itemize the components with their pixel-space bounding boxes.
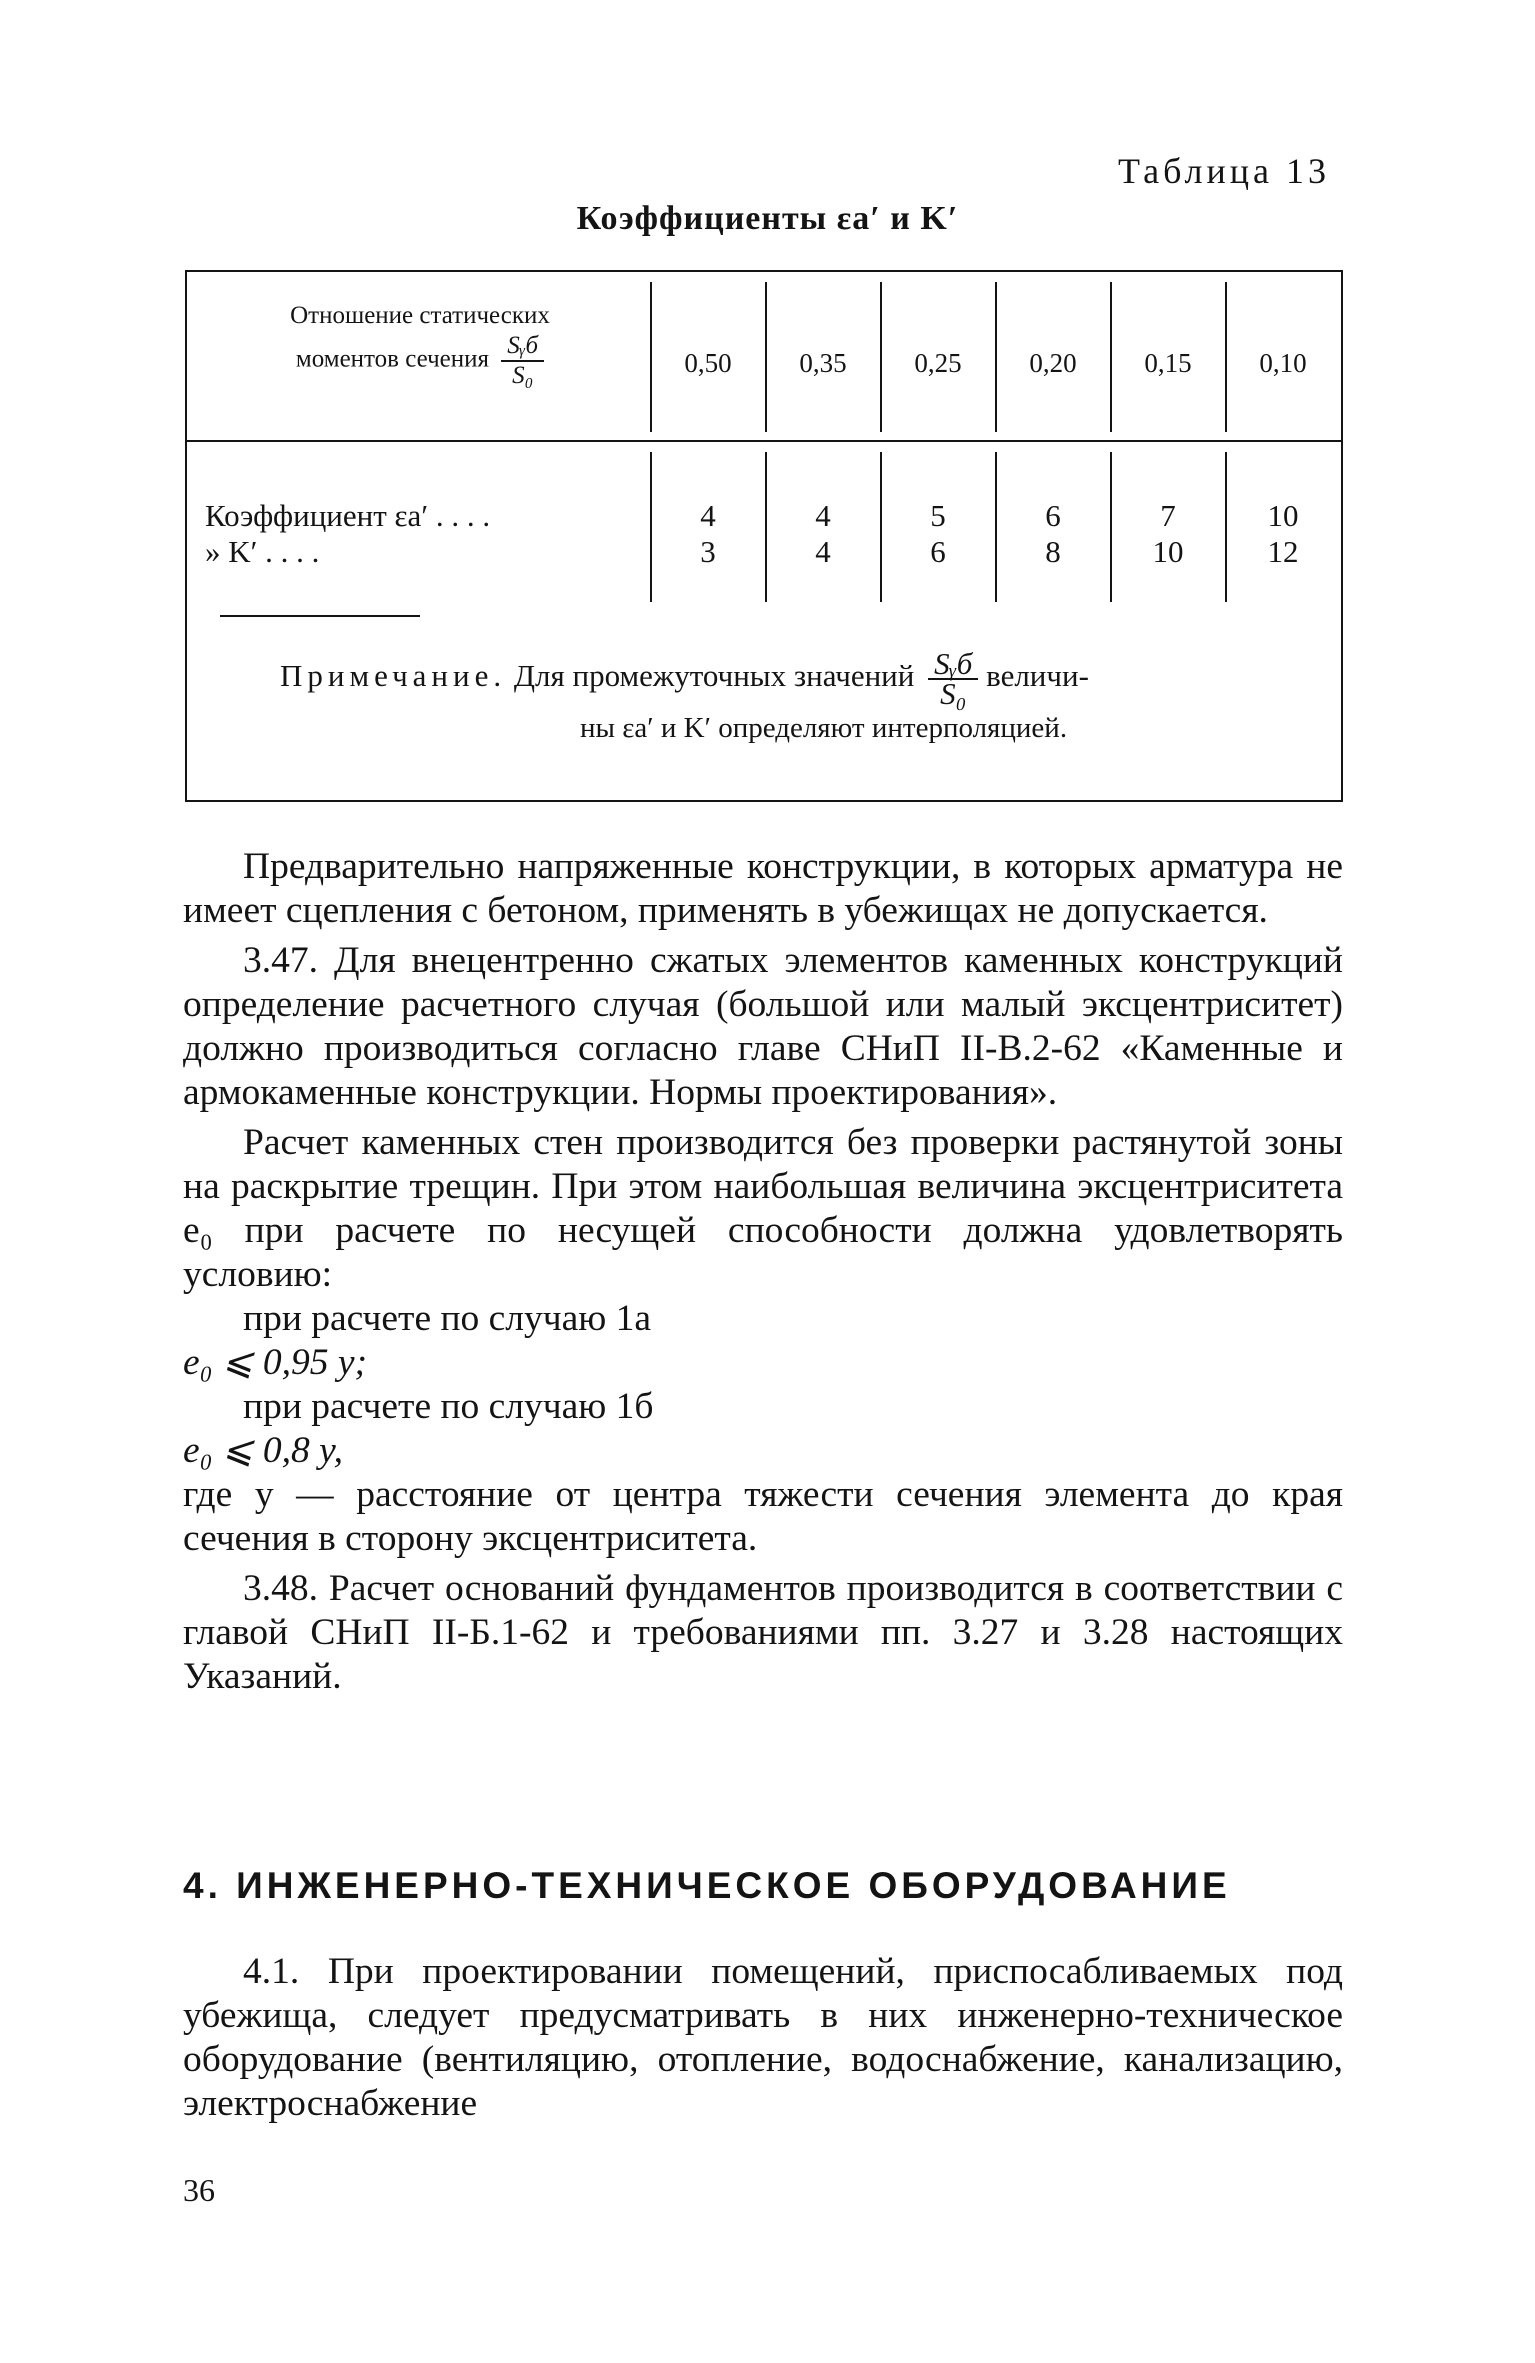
note-suffix: величи- bbox=[986, 658, 1089, 694]
cell-k-3: 6 bbox=[930, 534, 946, 569]
row-label-k: » K′ . . . . bbox=[205, 534, 320, 569]
table-top-rule bbox=[185, 270, 1343, 272]
header-line1: Отношение статических bbox=[290, 302, 550, 329]
header-line2: моментов сечения bbox=[295, 345, 489, 373]
col-header-3: 0,25 bbox=[914, 348, 962, 378]
paragraph-masonry-walls: Расчет каменных стен производится без проверки растянутой зоны на раскрытие трещин. При этом наибольшая величина эксцентриситета e₀ при расчете по несущей способности должна удовлетворять условию: bbox=[183, 1122, 1343, 1295]
table-note bbox=[280, 646, 1330, 745]
col-header-2: 0,35 bbox=[799, 348, 847, 378]
header-ratio-label bbox=[205, 300, 635, 390]
paragraph-4-1: 4.1. При проектировании помещений, приспосабливаемых под убежища, следует предусматривать в них инженерно-техническое оборудование (вентиляцию, отопление, водоснабжение, канализацию, электроснабжение bbox=[183, 1951, 1343, 2124]
cell-ea-2: 4 bbox=[815, 498, 831, 533]
header-frac-num: Sᵧб bbox=[501, 332, 544, 362]
table-bottom-rule bbox=[185, 800, 1343, 802]
col-header-6: 0,10 bbox=[1259, 348, 1307, 378]
formula-1b: e₀ ⩽ 0,8 y, bbox=[183, 1430, 344, 1471]
note-fraction bbox=[928, 646, 978, 711]
col-header-1: 0,50 bbox=[684, 348, 732, 378]
cell-k-6: 12 bbox=[1267, 534, 1299, 569]
col-header-5: 0,15 bbox=[1144, 348, 1192, 378]
page-number: 36 bbox=[183, 2172, 215, 2208]
note-frac-den: S₀ bbox=[940, 676, 967, 711]
paragraph-3-48: 3.48. Расчет оснований фундаментов производится в соответствии с главой СНиП II-Б.1-62 и требованиями пп. 3.27 и 3.28 настоящих Указаний. bbox=[183, 1568, 1343, 1697]
paragraph-prestressed: Предварительно напряженные конструкции, в которых арматура не имеет сцепления с бетоном, применять в убежищах не допускается. bbox=[183, 846, 1343, 931]
table-header-rule bbox=[185, 440, 1343, 442]
coefficients-table bbox=[185, 270, 1343, 802]
paragraph-3-47: 3.47. Для внецентренно сжатых элементов каменных конструкций определение расчетного случая (большой или малый эксцентриситет) должно производиться согласно главе СНиП II-В.2-62 «Каменные и армокаменные конструкции. Нормы проектирования». bbox=[183, 940, 1343, 1113]
note-line2: ны εа′ и K′ определяют интерполяцией. bbox=[580, 712, 1068, 744]
note-frac-num: Sᵧб bbox=[928, 650, 978, 680]
note-separator bbox=[220, 615, 420, 617]
case-1b: при расчете по случаю 1б bbox=[243, 1386, 654, 1427]
header-fraction bbox=[501, 332, 544, 390]
cell-ea-5: 7 bbox=[1160, 498, 1176, 533]
cell-ea-1: 4 bbox=[700, 498, 716, 533]
col-header-4: 0,20 bbox=[1029, 348, 1077, 378]
header-frac-den: S₀ bbox=[512, 362, 534, 389]
case-1a: при расчете по случаю 1а bbox=[243, 1298, 652, 1339]
table-left-border bbox=[185, 270, 187, 802]
cell-k-2: 4 bbox=[815, 534, 831, 569]
cell-ea-4: 6 bbox=[1045, 498, 1061, 533]
table-right-border bbox=[1341, 270, 1343, 802]
cell-ea-6: 10 bbox=[1267, 498, 1299, 533]
cell-k-4: 8 bbox=[1045, 534, 1061, 569]
cell-k-5: 10 bbox=[1152, 534, 1184, 569]
body-text bbox=[183, 845, 1343, 1699]
row-label-ea: Коэффициент εа′ . . . . bbox=[205, 498, 491, 533]
table-title: Коэффициенты εа′ и K′ bbox=[576, 200, 959, 237]
where-definition: где y — расстояние от центра тяжести сечения элемента до края сечения в сторону эксцентриситета. bbox=[183, 1474, 1343, 1559]
cell-ea-3: 5 bbox=[930, 498, 946, 533]
section-heading: 4. ИНЖЕНЕРНО-ТЕХНИЧЕСКОЕ ОБОРУДОВАНИЕ bbox=[183, 1865, 1231, 1906]
table-number: Таблица 13 bbox=[1118, 151, 1330, 191]
note-prefix: Примечание. bbox=[280, 658, 507, 694]
cell-k-1: 3 bbox=[700, 534, 716, 569]
formula-1a: e₀ ⩽ 0,95 y; bbox=[183, 1342, 367, 1383]
note-text: Для промежуточных значений bbox=[513, 658, 915, 694]
